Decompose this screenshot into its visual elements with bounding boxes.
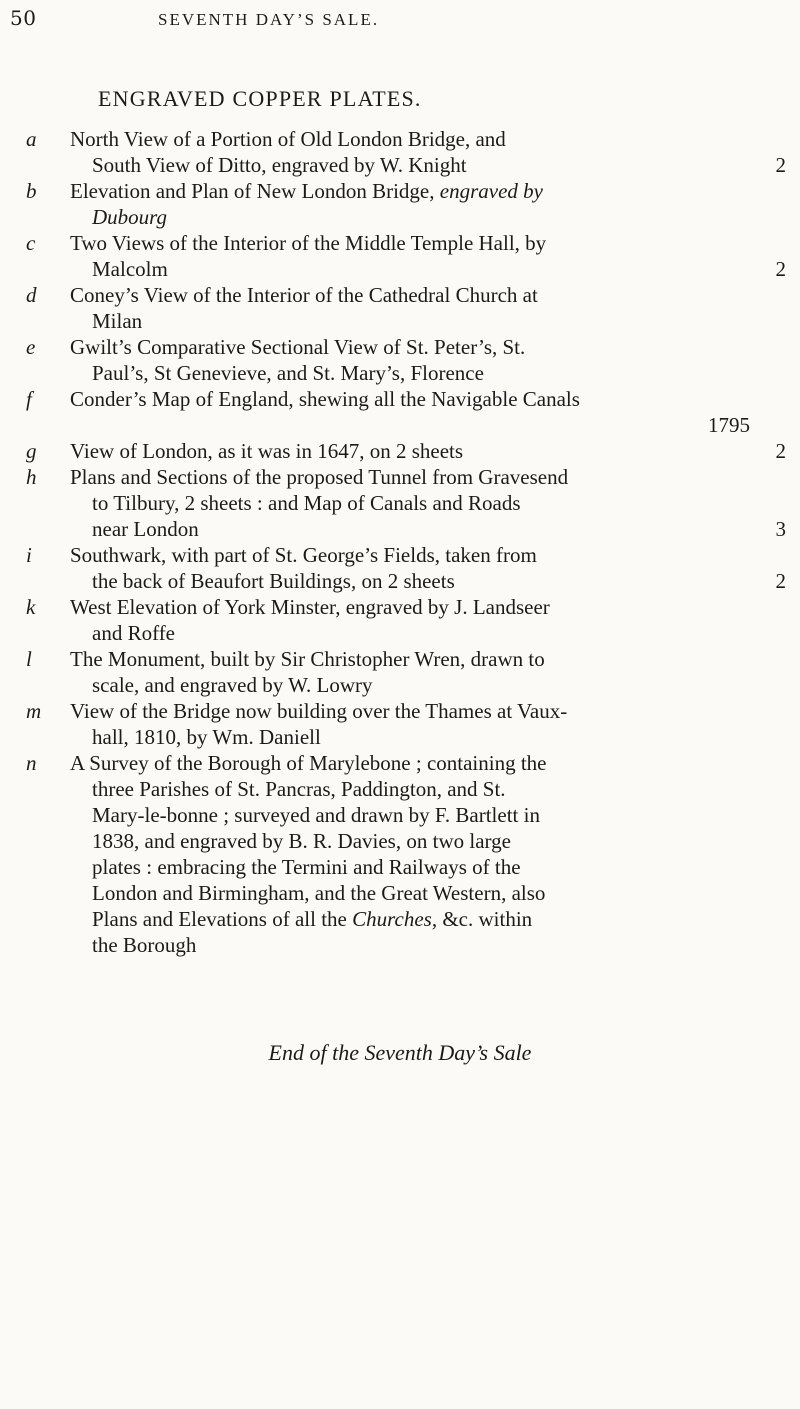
lot-line: Milan	[92, 309, 143, 333]
lot-line: Gwilt’s Comparative Sectional View of St. Peter’s, St.	[70, 335, 526, 359]
lot-quantity: 2	[775, 257, 786, 281]
lot-letter: m	[26, 699, 42, 723]
lot-line: Two Views of the Interior of the Middle Temple Hall, by	[70, 231, 547, 255]
lot-letter: b	[26, 179, 37, 203]
lot-line: Southwark, with part of St. George’s Fields, taken from	[70, 543, 537, 567]
lot-line: hall, 1810, by Wm. Daniell	[92, 725, 321, 749]
lot-line: to Tilbury, 2 sheets : and Map of Canals and Roads	[92, 491, 521, 515]
lot-line: 1838, and engraved by B. R. Davies, on two large	[92, 829, 511, 853]
lot-line: North View of a Portion of Old London Bridge, and	[70, 127, 506, 151]
end-note: End of the Seventh Day’s Sale	[268, 1040, 532, 1065]
lot-letter: l	[26, 647, 32, 671]
lot-quantity: 2	[775, 153, 786, 177]
lot-k	[22, 594, 794, 646]
lot-line: Malcolm	[92, 257, 168, 281]
lot-line-italic: Churches,	[352, 907, 438, 931]
lot-line: Conder’s Map of England, shewing all the Navigable Canals	[70, 387, 580, 411]
lot-line: the back of Beaufort Buildings, on 2 sheets	[92, 569, 455, 593]
lot-letter: h	[26, 465, 37, 489]
lot-line: London and Birmingham, and the Great Western, also	[92, 881, 546, 905]
lot-f	[22, 386, 794, 438]
lot-line: South View of Ditto, engraved by W. Knight	[92, 153, 467, 177]
lot-b	[22, 178, 794, 230]
lot-line: Mary-le-bonne ; surveyed and drawn by F. Bartlett in	[92, 803, 540, 827]
lot-line: scale, and engraved by W. Lowry	[92, 673, 373, 697]
lot-line: Dubourg	[92, 205, 168, 229]
lot-letter: g	[26, 439, 37, 463]
lot-l	[22, 646, 794, 698]
lot-line: The Monument, built by Sir Christopher Wren, drawn to	[70, 647, 545, 671]
lot-line	[70, 178, 750, 204]
lot-letter: f	[26, 387, 32, 411]
lot-letter: e	[26, 335, 36, 359]
lot-line-text: &c. within	[442, 907, 533, 931]
running-head: SEVENTH DAY’S SALE.	[158, 10, 380, 29]
lot-quantity: 3	[775, 517, 786, 541]
lot-g	[22, 438, 794, 464]
lot-e	[22, 334, 794, 386]
lot-c	[22, 230, 794, 282]
lot-letter: c	[26, 231, 36, 255]
lot-d	[22, 282, 794, 334]
lot-letter: k	[26, 595, 36, 619]
lot-year: 1795	[708, 413, 750, 437]
lot-letter: i	[26, 543, 32, 567]
lot-line-text: Elevation and Plan of New London Bridge,	[70, 179, 435, 203]
lot-line	[70, 906, 750, 932]
lot-line: Plans and Sections of the proposed Tunnel from Gravesend	[70, 465, 569, 489]
lot-line-italic: engraved by	[439, 179, 543, 203]
lot-line: near London	[92, 517, 199, 541]
section-heading: ENGRAVED COPPER PLATES.	[98, 86, 422, 111]
lot-n	[22, 750, 794, 958]
lot-line: A Survey of the Borough of Marylebone ; containing the	[70, 751, 547, 775]
lot-letter: a	[26, 127, 37, 151]
lot-m	[22, 698, 794, 750]
lot-line: View of London, as it was in 1647, on 2 sheets	[70, 439, 464, 463]
lot-line: West Elevation of York Minster, engraved by J. Landseer	[70, 595, 550, 619]
page-number: 50	[10, 6, 37, 30]
lot-letter: n	[26, 751, 37, 775]
lot-i	[22, 542, 794, 594]
lot-line-text: Plans and Elevations of all the	[92, 907, 347, 931]
lot-line: View of the Bridge now building over the Thames at Vaux-	[70, 699, 568, 723]
lot-line: the Borough	[92, 933, 197, 957]
lot-line: Coney’s View of the Interior of the Cathedral Church at	[70, 283, 538, 307]
lot-line: three Parishes of St. Pancras, Paddington, and St.	[92, 777, 506, 801]
lot-list	[22, 126, 794, 958]
lot-quantity: 2	[775, 439, 786, 463]
lot-a	[22, 126, 794, 178]
lot-h	[22, 464, 794, 542]
lot-line: Paul’s, St Genevieve, and St. Mary’s, Florence	[92, 361, 484, 385]
lot-quantity: 2	[775, 569, 786, 593]
lot-line: plates : embracing the Termini and Railways of the	[92, 855, 521, 879]
lot-line: and Roffe	[92, 621, 176, 645]
lot-letter: d	[26, 283, 37, 307]
